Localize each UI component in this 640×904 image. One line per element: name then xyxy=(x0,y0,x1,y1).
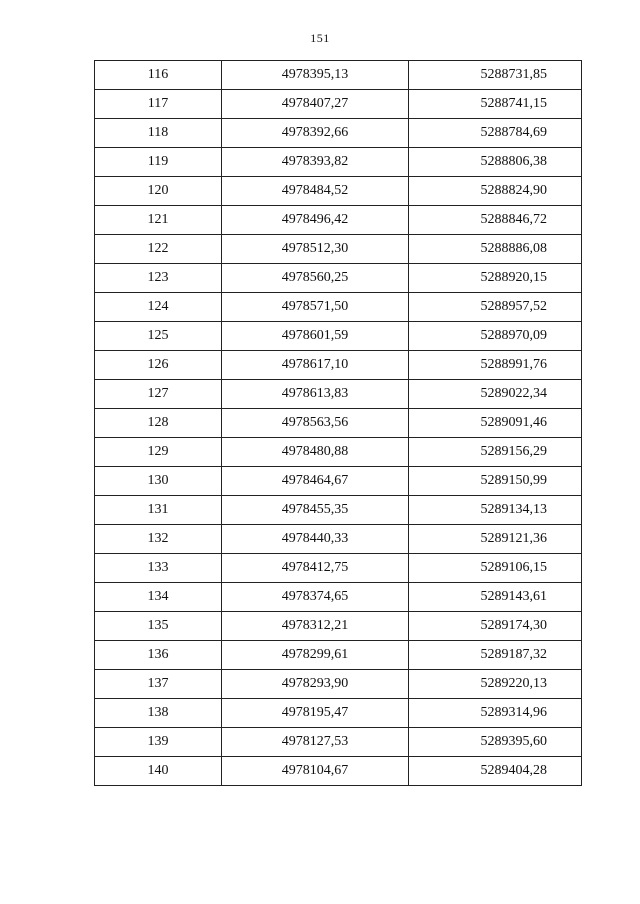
coordinates-table xyxy=(94,60,582,786)
x-coordinate-cell: 4978601,59 xyxy=(222,322,409,351)
point-number-cell: 125 xyxy=(95,322,222,351)
point-number-cell: 137 xyxy=(95,670,222,699)
x-coordinate-cell: 4978617,10 xyxy=(222,351,409,380)
table-row xyxy=(95,90,582,119)
point-number-cell: 131 xyxy=(95,496,222,525)
table-row xyxy=(95,757,582,786)
point-number-cell: 117 xyxy=(95,90,222,119)
y-coordinate-cell: 5289404,28 xyxy=(409,757,582,786)
x-coordinate-cell: 4978195,47 xyxy=(222,699,409,728)
table-row xyxy=(95,699,582,728)
y-coordinate-cell: 5289187,32 xyxy=(409,641,582,670)
y-coordinate-cell: 5288806,38 xyxy=(409,148,582,177)
point-number-cell: 135 xyxy=(95,612,222,641)
y-coordinate-cell: 5288957,52 xyxy=(409,293,582,322)
y-coordinate-cell: 5289022,34 xyxy=(409,380,582,409)
table-row xyxy=(95,148,582,177)
y-coordinate-cell: 5289091,46 xyxy=(409,409,582,438)
y-coordinate-cell: 5288741,15 xyxy=(409,90,582,119)
point-number-cell: 126 xyxy=(95,351,222,380)
table-row xyxy=(95,641,582,670)
table-row xyxy=(95,467,582,496)
point-number-cell: 119 xyxy=(95,148,222,177)
y-coordinate-cell: 5289150,99 xyxy=(409,467,582,496)
x-coordinate-cell: 4978395,13 xyxy=(222,61,409,90)
y-coordinate-cell: 5289156,29 xyxy=(409,438,582,467)
x-coordinate-cell: 4978293,90 xyxy=(222,670,409,699)
y-coordinate-cell: 5289174,30 xyxy=(409,612,582,641)
x-coordinate-cell: 4978512,30 xyxy=(222,235,409,264)
table-row xyxy=(95,409,582,438)
table-row xyxy=(95,119,582,148)
x-coordinate-cell: 4978299,61 xyxy=(222,641,409,670)
table-row xyxy=(95,583,582,612)
point-number-cell: 140 xyxy=(95,757,222,786)
y-coordinate-cell: 5289220,13 xyxy=(409,670,582,699)
table-row xyxy=(95,438,582,467)
x-coordinate-cell: 4978104,67 xyxy=(222,757,409,786)
x-coordinate-cell: 4978374,65 xyxy=(222,583,409,612)
point-number-cell: 121 xyxy=(95,206,222,235)
y-coordinate-cell: 5288991,76 xyxy=(409,351,582,380)
y-coordinate-cell: 5288731,85 xyxy=(409,61,582,90)
x-coordinate-cell: 4978464,67 xyxy=(222,467,409,496)
table-row xyxy=(95,612,582,641)
x-coordinate-cell: 4978440,33 xyxy=(222,525,409,554)
page-number: 151 xyxy=(310,31,330,45)
table-row xyxy=(95,206,582,235)
x-coordinate-cell: 4978560,25 xyxy=(222,264,409,293)
x-coordinate-cell: 4978496,42 xyxy=(222,206,409,235)
point-number-cell: 118 xyxy=(95,119,222,148)
x-coordinate-cell: 4978571,50 xyxy=(222,293,409,322)
point-number-cell: 124 xyxy=(95,293,222,322)
point-number-cell: 122 xyxy=(95,235,222,264)
y-coordinate-cell: 5289395,60 xyxy=(409,728,582,757)
y-coordinate-cell: 5289134,13 xyxy=(409,496,582,525)
point-number-cell: 128 xyxy=(95,409,222,438)
point-number-cell: 120 xyxy=(95,177,222,206)
y-coordinate-cell: 5289314,96 xyxy=(409,699,582,728)
table-row xyxy=(95,380,582,409)
table-row xyxy=(95,554,582,583)
point-number-cell: 134 xyxy=(95,583,222,612)
table-row xyxy=(95,496,582,525)
x-coordinate-cell: 4978392,66 xyxy=(222,119,409,148)
table-row xyxy=(95,525,582,554)
y-coordinate-cell: 5288920,15 xyxy=(409,264,582,293)
y-coordinate-cell: 5288846,72 xyxy=(409,206,582,235)
point-number-cell: 130 xyxy=(95,467,222,496)
point-number-cell: 116 xyxy=(95,61,222,90)
point-number-cell: 139 xyxy=(95,728,222,757)
y-coordinate-cell: 5289121,36 xyxy=(409,525,582,554)
point-number-cell: 129 xyxy=(95,438,222,467)
point-number-cell: 132 xyxy=(95,525,222,554)
table-row xyxy=(95,235,582,264)
y-coordinate-cell: 5289143,61 xyxy=(409,583,582,612)
x-coordinate-cell: 4978484,52 xyxy=(222,177,409,206)
point-number-cell: 138 xyxy=(95,699,222,728)
table-row xyxy=(95,293,582,322)
x-coordinate-cell: 4978480,88 xyxy=(222,438,409,467)
table-row xyxy=(95,322,582,351)
y-coordinate-cell: 5288784,69 xyxy=(409,119,582,148)
coordinates-table-body xyxy=(95,61,582,786)
point-number-cell: 136 xyxy=(95,641,222,670)
table-row xyxy=(95,264,582,293)
point-number-cell: 133 xyxy=(95,554,222,583)
table-row xyxy=(95,670,582,699)
x-coordinate-cell: 4978127,53 xyxy=(222,728,409,757)
x-coordinate-cell: 4978412,75 xyxy=(222,554,409,583)
x-coordinate-cell: 4978455,35 xyxy=(222,496,409,525)
table-row xyxy=(95,177,582,206)
y-coordinate-cell: 5289106,15 xyxy=(409,554,582,583)
y-coordinate-cell: 5288824,90 xyxy=(409,177,582,206)
table-row xyxy=(95,351,582,380)
y-coordinate-cell: 5288970,09 xyxy=(409,322,582,351)
y-coordinate-cell: 5288886,08 xyxy=(409,235,582,264)
x-coordinate-cell: 4978407,27 xyxy=(222,90,409,119)
x-coordinate-cell: 4978563,56 xyxy=(222,409,409,438)
x-coordinate-cell: 4978613,83 xyxy=(222,380,409,409)
x-coordinate-cell: 4978393,82 xyxy=(222,148,409,177)
point-number-cell: 123 xyxy=(95,264,222,293)
x-coordinate-cell: 4978312,21 xyxy=(222,612,409,641)
point-number-cell: 127 xyxy=(95,380,222,409)
table-row xyxy=(95,61,582,90)
table-row xyxy=(95,728,582,757)
